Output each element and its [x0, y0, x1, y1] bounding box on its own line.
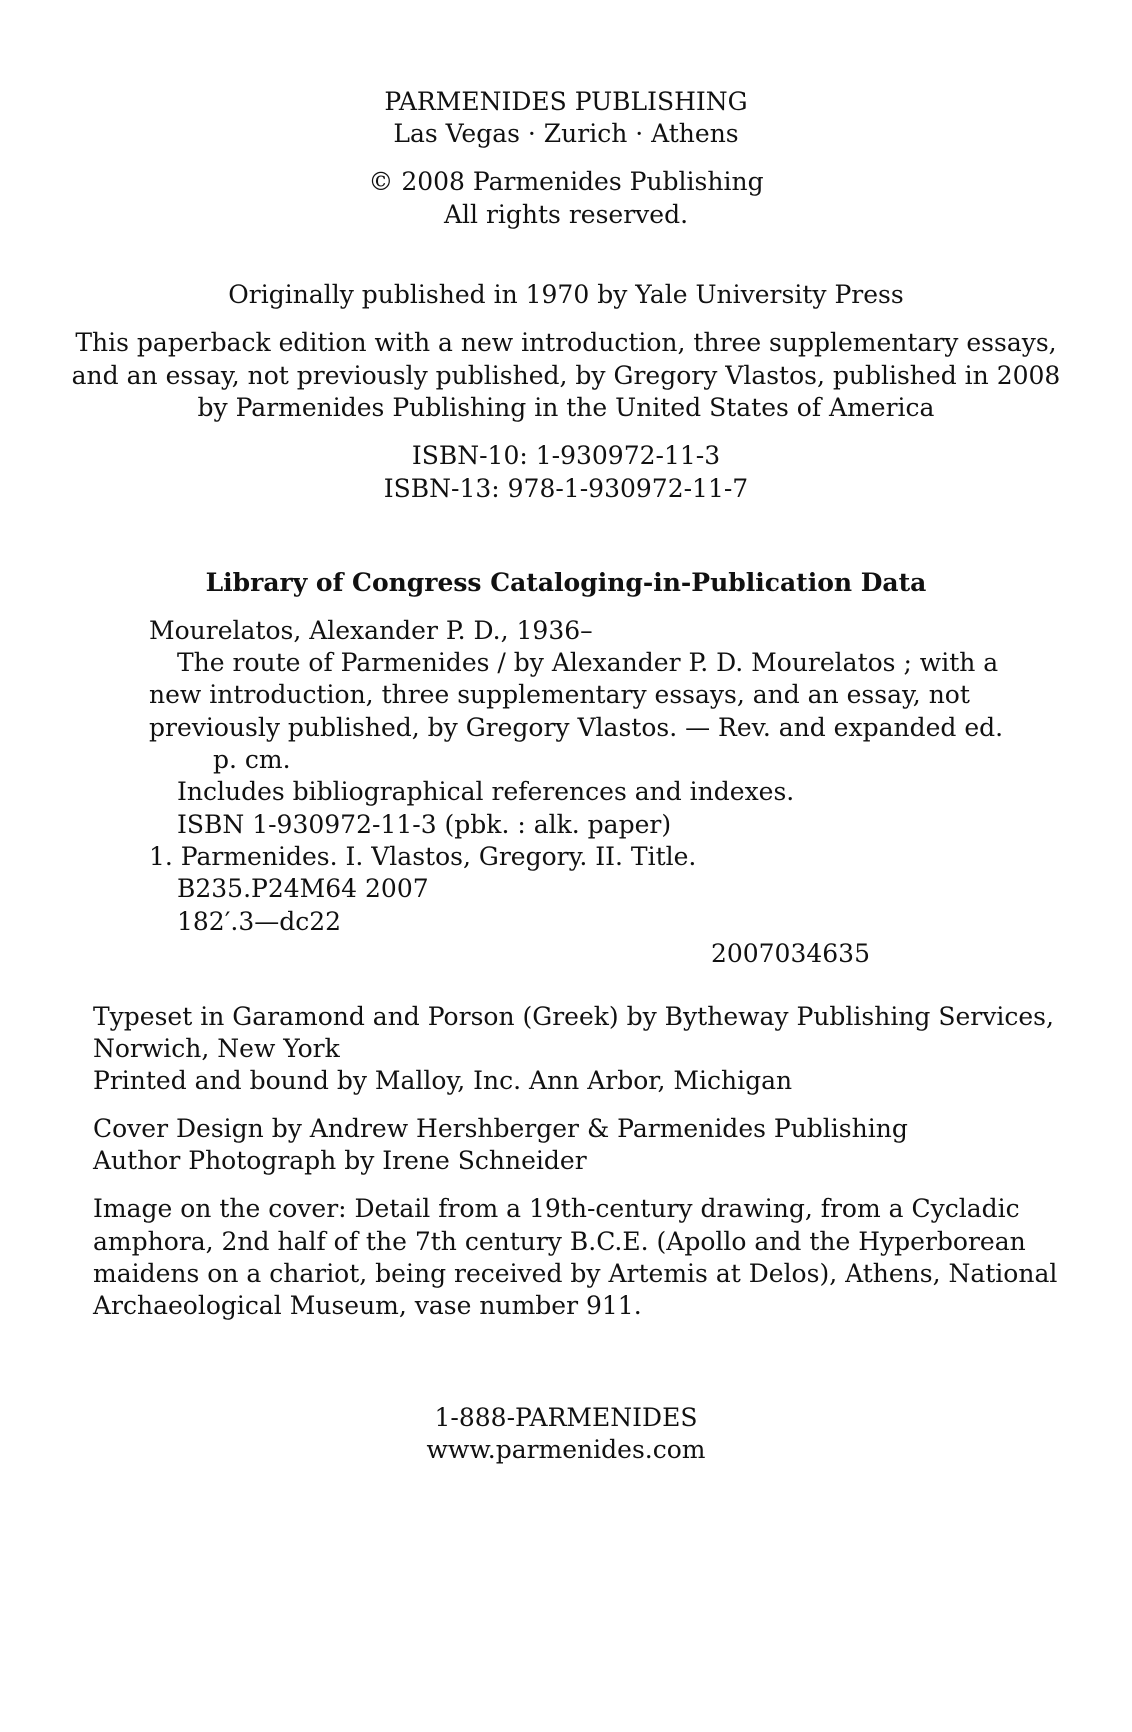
cover-image-credit: Archaeological Museum, vase number 911. [93, 1291, 642, 1320]
original-publication: Originally published in 1970 by Yale University Press [228, 280, 904, 309]
cip-isbn: ISBN 1-930972-11-3 (pbk. : alk. paper) [177, 810, 672, 839]
cip-includes: Includes bibliographical references and indexes. [177, 777, 795, 806]
cip-pcm: p. cm. [213, 745, 291, 774]
isbn-13: ISBN-13: 978-1-930972-11-7 [383, 474, 749, 503]
cip-subjects: 1. Parmenides. I. Vlastos, Gregory. II. Title. [149, 842, 697, 871]
contact-phone: 1-888-PARMENIDES [434, 1403, 698, 1432]
author-photo-credit: Author Photograph by Irene Schneider [93, 1146, 587, 1175]
cip-description-line: The route of Parmenides / by Alexander P. D. Mourelatos ; with a [177, 648, 999, 677]
paperback-edition-line: and an essay, not previously published, by Gregory Vlastos, published in 2008 [71, 361, 1061, 390]
contact-website[interactable]: www.parmenides.com [426, 1435, 706, 1464]
publisher-name: PARMENIDES PUBLISHING [384, 87, 748, 116]
cover-image-credit: Image on the cover: Detail from a 19th-century drawing, from a Cycladic [93, 1194, 1020, 1223]
cip-description-line: new introduction, three supplementary essays, and an essay, not [149, 680, 970, 709]
typeset-credit: Norwich, New York [93, 1034, 340, 1063]
typeset-credit: Typeset in Garamond and Porson (Greek) by Bytheway Publishing Services, [93, 1002, 1054, 1031]
printed-credit: Printed and bound by Malloy, Inc. Ann Arbor, Michigan [93, 1066, 793, 1095]
cip-heading: Library of Congress Cataloging-in-Publication Data [205, 568, 927, 597]
cip-lc-class: B235.P24M64 2007 [177, 874, 429, 903]
cover-image-credit: maidens on a chariot, being received by Artemis at Delos), Athens, National [93, 1259, 1058, 1288]
paperback-edition-line: by Parmenides Publishing in the United States of America [197, 393, 935, 422]
cip-lccn: 2007034635 [710, 939, 870, 968]
cip-author: Mourelatos, Alexander P. D., 1936– [149, 616, 593, 645]
cover-image-credit: amphora, 2nd half of the 7th century B.C.E. (Apollo and the Hyperborean [93, 1227, 1026, 1256]
rights-notice: All rights reserved. [443, 200, 689, 229]
publisher-cities: Las Vegas · Zurich · Athens [393, 119, 739, 148]
cover-design-credit: Cover Design by Andrew Hershberger & Parmenides Publishing [93, 1114, 908, 1143]
cip-description-line: previously published, by Gregory Vlastos. — Rev. and expanded ed. [149, 713, 1004, 742]
paperback-edition-line: This paperback edition with a new introduction, three supplementary essays, [75, 328, 1057, 357]
cip-dewey: 182′.3—dc22 [177, 907, 342, 936]
copyright-notice: © 2008 Parmenides Publishing [368, 167, 764, 196]
isbn-10: ISBN-10: 1-930972-11-3 [411, 441, 721, 470]
